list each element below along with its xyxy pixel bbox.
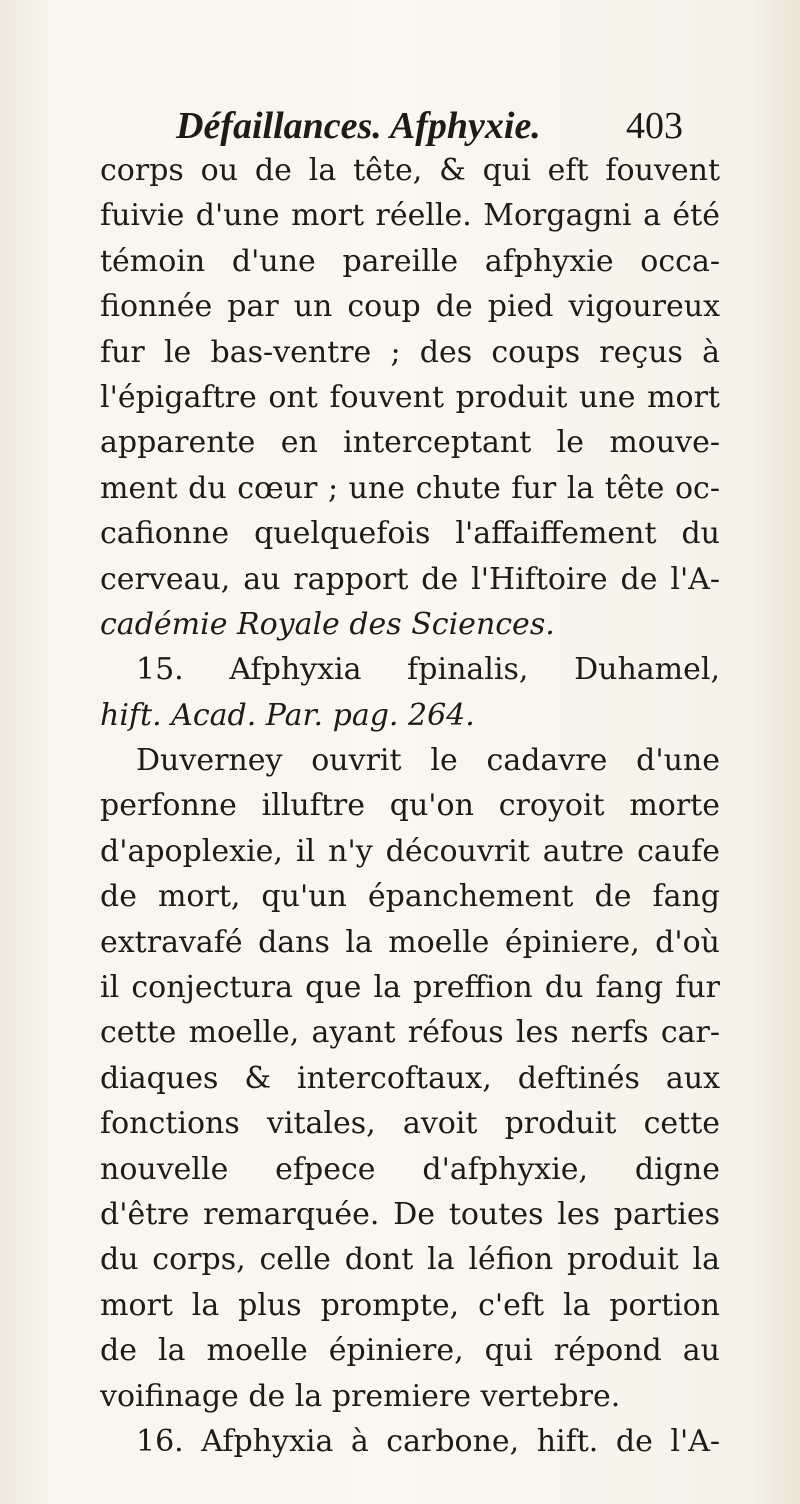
text-line: corps ou de la tête, & qui eft fouvent bbox=[100, 153, 720, 188]
text-line: perfonne illuftre qu'on croyoit morte bbox=[100, 788, 720, 824]
text-line: fionnée par un coup de pied vigoureux bbox=[100, 289, 720, 325]
text-line: cette moelle, ayant réfous les nerfs car- bbox=[100, 1015, 720, 1051]
section-heading-16: 16. Afphyxia à carbone, hift. de l'A- bbox=[136, 1423, 720, 1459]
text-line: extravafé dans la moelle épiniere, d'où bbox=[100, 924, 720, 960]
text-line-italic: cadémie Royale des Sciences. bbox=[100, 606, 555, 642]
text-line: ment du cœur ; une chute fur la tête oc- bbox=[100, 470, 720, 506]
text-line: de la moelle épiniere, qui répond au bbox=[100, 1333, 720, 1369]
text-line: nouvelle efpece d'afphyxie, digne bbox=[100, 1151, 720, 1187]
text-line: diaques & intercoftaux, deftinés aux bbox=[100, 1060, 720, 1096]
text-line: il conjectura que la preffion du fang fur bbox=[100, 970, 720, 1006]
text-line: cafionne quelquefois l'affaiffement du bbox=[100, 516, 720, 552]
body-text bbox=[100, 148, 720, 1464]
text-line: apparente en interceptant le mouve- bbox=[100, 425, 720, 461]
paragraph-start: Duverney ouvrit le cadavre d'une bbox=[136, 743, 720, 779]
text-line: l'épigaftre ont fouvent produit une mort bbox=[100, 379, 720, 415]
text-line: cerveau, au rapport de l'Hiftoire de l'A- bbox=[100, 561, 720, 597]
text-line: d'apoplexie, il n'y découvrit autre caufe bbox=[100, 833, 720, 869]
text-line: fonctions vitales, avoit produit cette bbox=[100, 1106, 720, 1142]
section-heading-15: 15. Afphyxia fpinalis, Duhamel, bbox=[136, 652, 720, 688]
text-line: du corps, celle dont la léfion produit la bbox=[100, 1242, 720, 1278]
citation-line: hift. Acad. Par. pag. 264. bbox=[100, 697, 475, 733]
text-line: témoin d'une pareille afphyxie occa- bbox=[100, 243, 720, 279]
text-line: d'être remarquée. De toutes les parties bbox=[100, 1196, 720, 1232]
page-number: 403 bbox=[626, 105, 683, 147]
text-line: fuivie d'une mort réelle. Morgagni a été bbox=[100, 198, 720, 234]
text-line: voifinage de la premiere vertebre. bbox=[100, 1378, 621, 1414]
page-header bbox=[0, 100, 800, 152]
running-title: Défaillances. Afphyxie. bbox=[176, 105, 541, 147]
text-line: mort la plus prompte, c'eft la portion bbox=[100, 1287, 720, 1323]
text-line: de mort, qu'un épanchement de fang bbox=[100, 879, 720, 915]
text-line: fur le bas-ventre ; des coups reçus à bbox=[100, 334, 720, 370]
